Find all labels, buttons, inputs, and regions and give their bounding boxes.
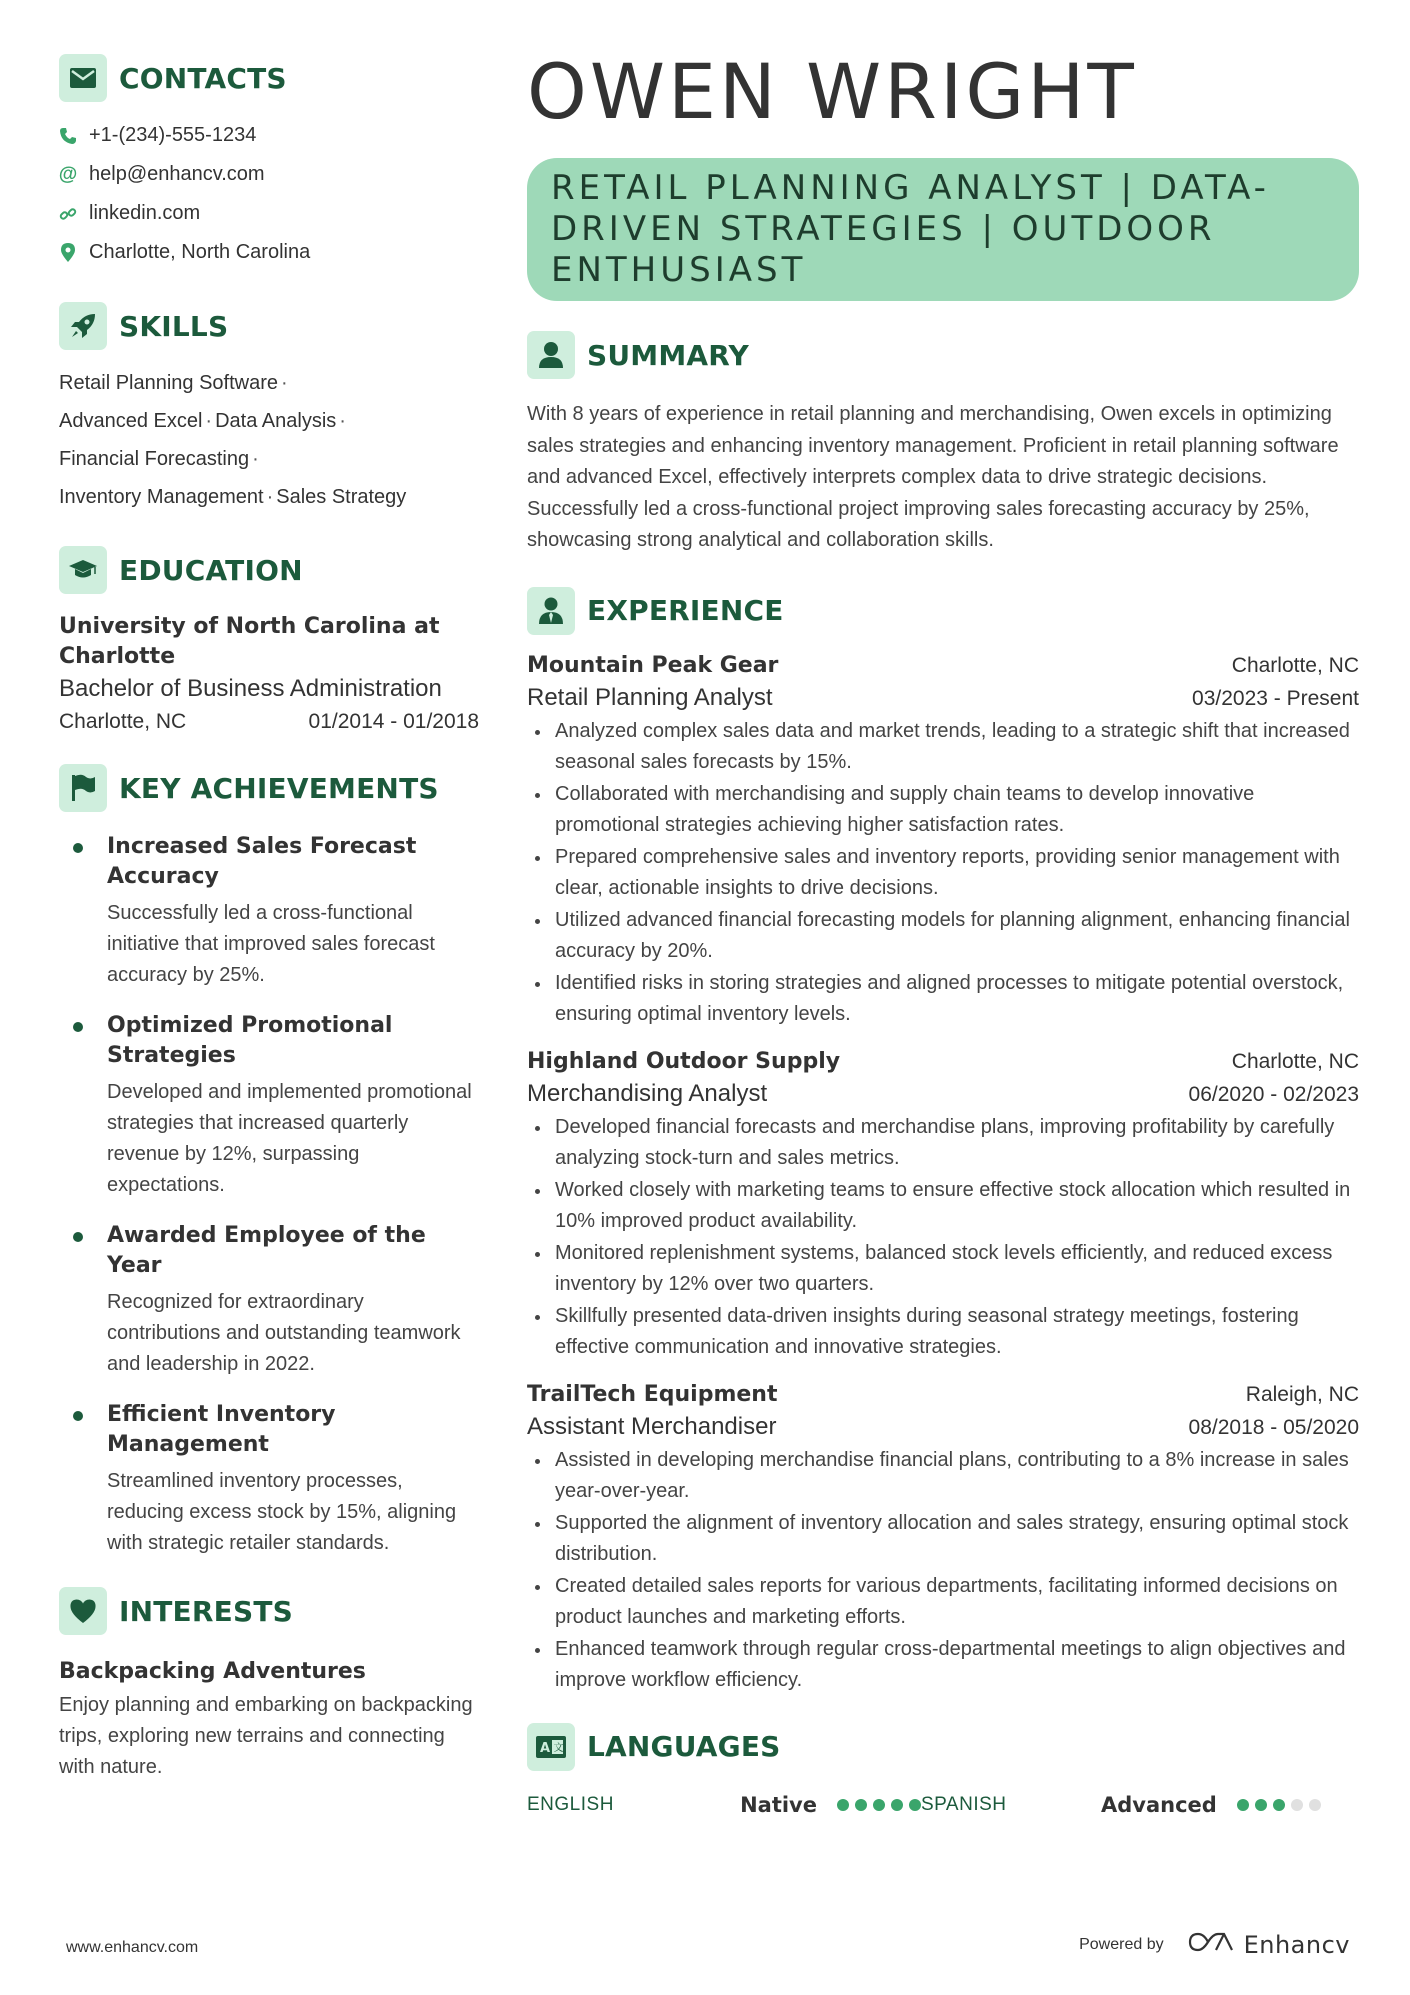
contact-phone-text: +1-(234)-555-1234	[89, 124, 257, 146]
footer-site[interactable]: www.enhancv.com	[66, 1939, 199, 1956]
contact-list	[59, 116, 479, 272]
language-name: SPANISH	[921, 1793, 1007, 1815]
contact-email[interactable]	[59, 155, 479, 194]
job-bullet: Skillfully presented data-driven insights during seasonal strategy meetings, fostering effective communication and innovative strategies.	[527, 1301, 1359, 1364]
contacts-header	[59, 54, 479, 102]
education-meta	[59, 710, 479, 734]
skill-item: Data Analysis	[215, 410, 337, 432]
heart-icon	[59, 1587, 107, 1635]
language-rating	[1237, 1799, 1321, 1811]
achievement-desc: Streamlined inventory processes, reducing excess stock by 15%, aligning with strategic retailer standards.	[107, 1470, 457, 1554]
job-bullets	[527, 1445, 1359, 1697]
education-location: Charlotte, NC	[59, 710, 187, 733]
enhancv-logo-icon	[1188, 1930, 1234, 1959]
achievement-item	[59, 832, 479, 991]
brand-name: Enhancv	[1243, 1930, 1350, 1959]
rating-dot	[837, 1799, 849, 1811]
achievement-title: Efficient Inventory Management	[107, 1402, 336, 1457]
skills-header	[59, 302, 479, 350]
job-entry	[527, 1382, 1359, 1697]
achievement-desc: Developed and implemented promotional strategies that increased quarterly revenue by 12%, surpassing expectations.	[107, 1081, 472, 1196]
interests-header	[59, 1587, 479, 1635]
at-icon: @	[58, 163, 78, 185]
left-column	[59, 54, 479, 1783]
experience-list	[527, 653, 1359, 1697]
job-company: Mountain Peak Gear	[527, 652, 779, 678]
skill-line: Retail Planning Software ·	[59, 372, 288, 394]
skills-title: SKILLS	[119, 309, 229, 343]
job-bullet: Monitored replenishment systems, balanced stock levels efficiently, and reduced excess inventory by 12% over two quarters.	[527, 1238, 1359, 1301]
achievements-header	[59, 764, 479, 812]
interests-title: INTERESTS	[119, 1594, 293, 1628]
achievements-title: KEY ACHIEVEMENTS	[119, 771, 439, 805]
rating-dot	[1309, 1799, 1321, 1811]
envelope-icon	[59, 54, 107, 102]
rating-dot	[1273, 1799, 1285, 1811]
skill-item: Advanced Excel	[59, 410, 203, 432]
languages-header	[527, 1723, 1359, 1771]
language-level: Advanced	[1101, 1792, 1217, 1817]
language-item	[527, 1793, 921, 1817]
job-bullets	[527, 1112, 1359, 1364]
skill-item: Financial Forecasting	[59, 448, 250, 470]
language-item	[921, 1793, 1359, 1817]
rating-dot	[1291, 1799, 1303, 1811]
user-icon	[527, 331, 575, 379]
skill-line: Inventory Management · Sales Strategy	[59, 486, 407, 508]
interest-title: Backpacking Adventures	[59, 1659, 366, 1684]
location-pin-icon	[59, 243, 77, 262]
flag-icon	[59, 764, 107, 812]
skills-list	[59, 364, 479, 516]
right-column	[527, 47, 1359, 1817]
graduation-cap-icon	[59, 546, 107, 594]
contact-linkedin[interactable]	[59, 194, 479, 233]
phone-icon	[59, 127, 77, 145]
job-company: TrailTech Equipment	[527, 1381, 778, 1407]
achievement-title: Optimized Promotional Strategies	[107, 1013, 393, 1068]
link-icon	[59, 205, 77, 223]
education-entry	[59, 612, 479, 734]
language-level: Native	[740, 1792, 817, 1817]
education-header	[59, 546, 479, 594]
powered-by-text: Powered by	[1079, 1935, 1164, 1953]
achievement-desc: Recognized for extraordinary contributions and outstanding teamwork and leadership in 2022.	[107, 1291, 461, 1375]
job-bullet: Supported the alignment of inventory allocation and sales strategy, ensuring optimal stock distribution.	[527, 1508, 1359, 1571]
job-bullet: Analyzed complex sales data and market trends, leading to a strategic shift that increased seasonal sales forecasts by 15%.	[527, 716, 1359, 779]
footer-branding	[1079, 1930, 1350, 1959]
summary-title: SUMMARY	[587, 338, 750, 372]
education-title: EDUCATION	[119, 553, 303, 587]
job-dates: 03/2023 - Present	[1192, 686, 1359, 710]
candidate-name: OWEN WRIGHT	[527, 47, 1137, 136]
job-dates: 06/2020 - 02/2023	[1188, 1082, 1359, 1106]
skill-line: Advanced Excel · Data Analysis ·	[59, 410, 346, 432]
svg-text:文: 文	[553, 1742, 564, 1754]
skill-item: Retail Planning Software	[59, 372, 279, 394]
education-degree: Bachelor of Business Administration	[59, 675, 442, 702]
job-bullet: Created detailed sales reports for various departments, facilitating informed decisions on product launches and marketing efforts.	[527, 1571, 1359, 1634]
job-role: Assistant Merchandiser	[527, 1412, 777, 1440]
svg-text:A: A	[540, 1740, 551, 1756]
job-bullet: Worked closely with marketing teams to ensure effective stock allocation which resulted in 10% improved product availability.	[527, 1175, 1359, 1238]
headline-banner: RETAIL PLANNING ANALYST | DATA-DRIVEN STRATEGIES | OUTDOOR ENTHUSIAST	[527, 158, 1359, 301]
achievement-item	[59, 1221, 479, 1380]
rocket-icon	[59, 302, 107, 350]
job-dates: 08/2018 - 05/2020	[1188, 1415, 1359, 1439]
contact-location	[59, 233, 479, 272]
skill-item: Sales Strategy	[276, 486, 407, 508]
job-bullet: Enhanced teamwork through regular cross-departmental meetings to align objectives and improve workflow efficiency.	[527, 1634, 1359, 1697]
job-bullets	[527, 716, 1359, 1031]
skill-line: Financial Forecasting ·	[59, 448, 259, 470]
education-dates: 01/2014 - 01/2018	[308, 710, 479, 733]
education-school: University of North Carolina at Charlotte	[59, 614, 440, 669]
experience-title: EXPERIENCE	[587, 594, 784, 627]
achievement-item	[59, 1400, 479, 1559]
job-bullet: Collaborated with merchandising and supply chain teams to develop innovative promotional strategies achieving higher satisfaction rates.	[527, 779, 1359, 842]
user-tie-icon	[527, 587, 575, 635]
skill-item: Inventory Management	[59, 486, 264, 508]
rating-dot	[855, 1799, 867, 1811]
rating-dot	[891, 1799, 903, 1811]
achievements-list	[59, 832, 479, 1559]
job-location: Charlotte, NC	[1231, 653, 1359, 677]
interest-desc: Enjoy planning and embarking on backpacking trips, exploring new terrains and connecting with nature.	[59, 1694, 473, 1778]
job-location: Raleigh, NC	[1245, 1382, 1359, 1406]
job-role: Merchandising Analyst	[527, 1079, 768, 1107]
rating-dot	[1255, 1799, 1267, 1811]
achievement-title: Increased Sales Forecast Accuracy	[107, 834, 417, 889]
achievement-title: Awarded Employee of the Year	[107, 1223, 426, 1278]
job-bullet: Identified risks in storing strategies and aligned processes to mitigate potential overstock, ensuring optimal inventory levels.	[527, 968, 1359, 1031]
achievement-desc: Successfully led a cross-functional initiative that improved sales forecast accuracy by 25%.	[107, 902, 435, 986]
job-bullet: Developed financial forecasts and merchandise plans, improving profitability by carefully analyzing stock-turn and sales metrics.	[527, 1112, 1359, 1175]
contact-phone[interactable]	[59, 116, 479, 155]
achievement-item	[59, 1011, 479, 1201]
language-rating	[837, 1799, 921, 1811]
language-icon	[527, 1723, 575, 1771]
job-bullet: Utilized advanced financial forecasting models for planning alignment, enhancing financial accuracy by 20%.	[527, 905, 1359, 968]
experience-header	[527, 587, 1359, 635]
job-company: Highland Outdoor Supply	[527, 1048, 841, 1074]
summary-text: With 8 years of experience in retail planning and merchandising, Owen excels in optimizing sales strategies and enhancing inventory management. Proficient in retail planning software and advanced Excel, effectively interprets complex data to drive strategic decisions. Successfully led a cross-functional project improving sales forecasting accuracy by 25%, showcasing strong analytical and collaboration skills.	[527, 403, 1339, 551]
job-location: Charlotte, NC	[1231, 1049, 1359, 1073]
language-name: ENGLISH	[527, 1793, 614, 1815]
languages-row	[527, 1793, 1359, 1817]
job-entry	[527, 1049, 1359, 1364]
summary-header	[527, 331, 1359, 379]
rating-dot	[1237, 1799, 1249, 1811]
languages-title: LANGUAGES	[587, 1730, 781, 1763]
contact-linkedin-text: linkedin.com	[89, 202, 201, 224]
rating-dot	[873, 1799, 885, 1811]
job-entry	[527, 653, 1359, 1031]
job-role: Retail Planning Analyst	[527, 683, 773, 711]
rating-dot	[909, 1799, 921, 1811]
contacts-title: CONTACTS	[119, 61, 287, 95]
job-bullet: Assisted in developing merchandise financial plans, contributing to a 8% increase in sales year-over-year.	[527, 1445, 1359, 1508]
contact-location-text: Charlotte, North Carolina	[89, 241, 311, 263]
contact-email-text: help@enhancv.com	[89, 163, 265, 185]
job-bullet: Prepared comprehensive sales and inventory reports, providing senior management with clear, actionable insights to drive decisions.	[527, 842, 1359, 905]
